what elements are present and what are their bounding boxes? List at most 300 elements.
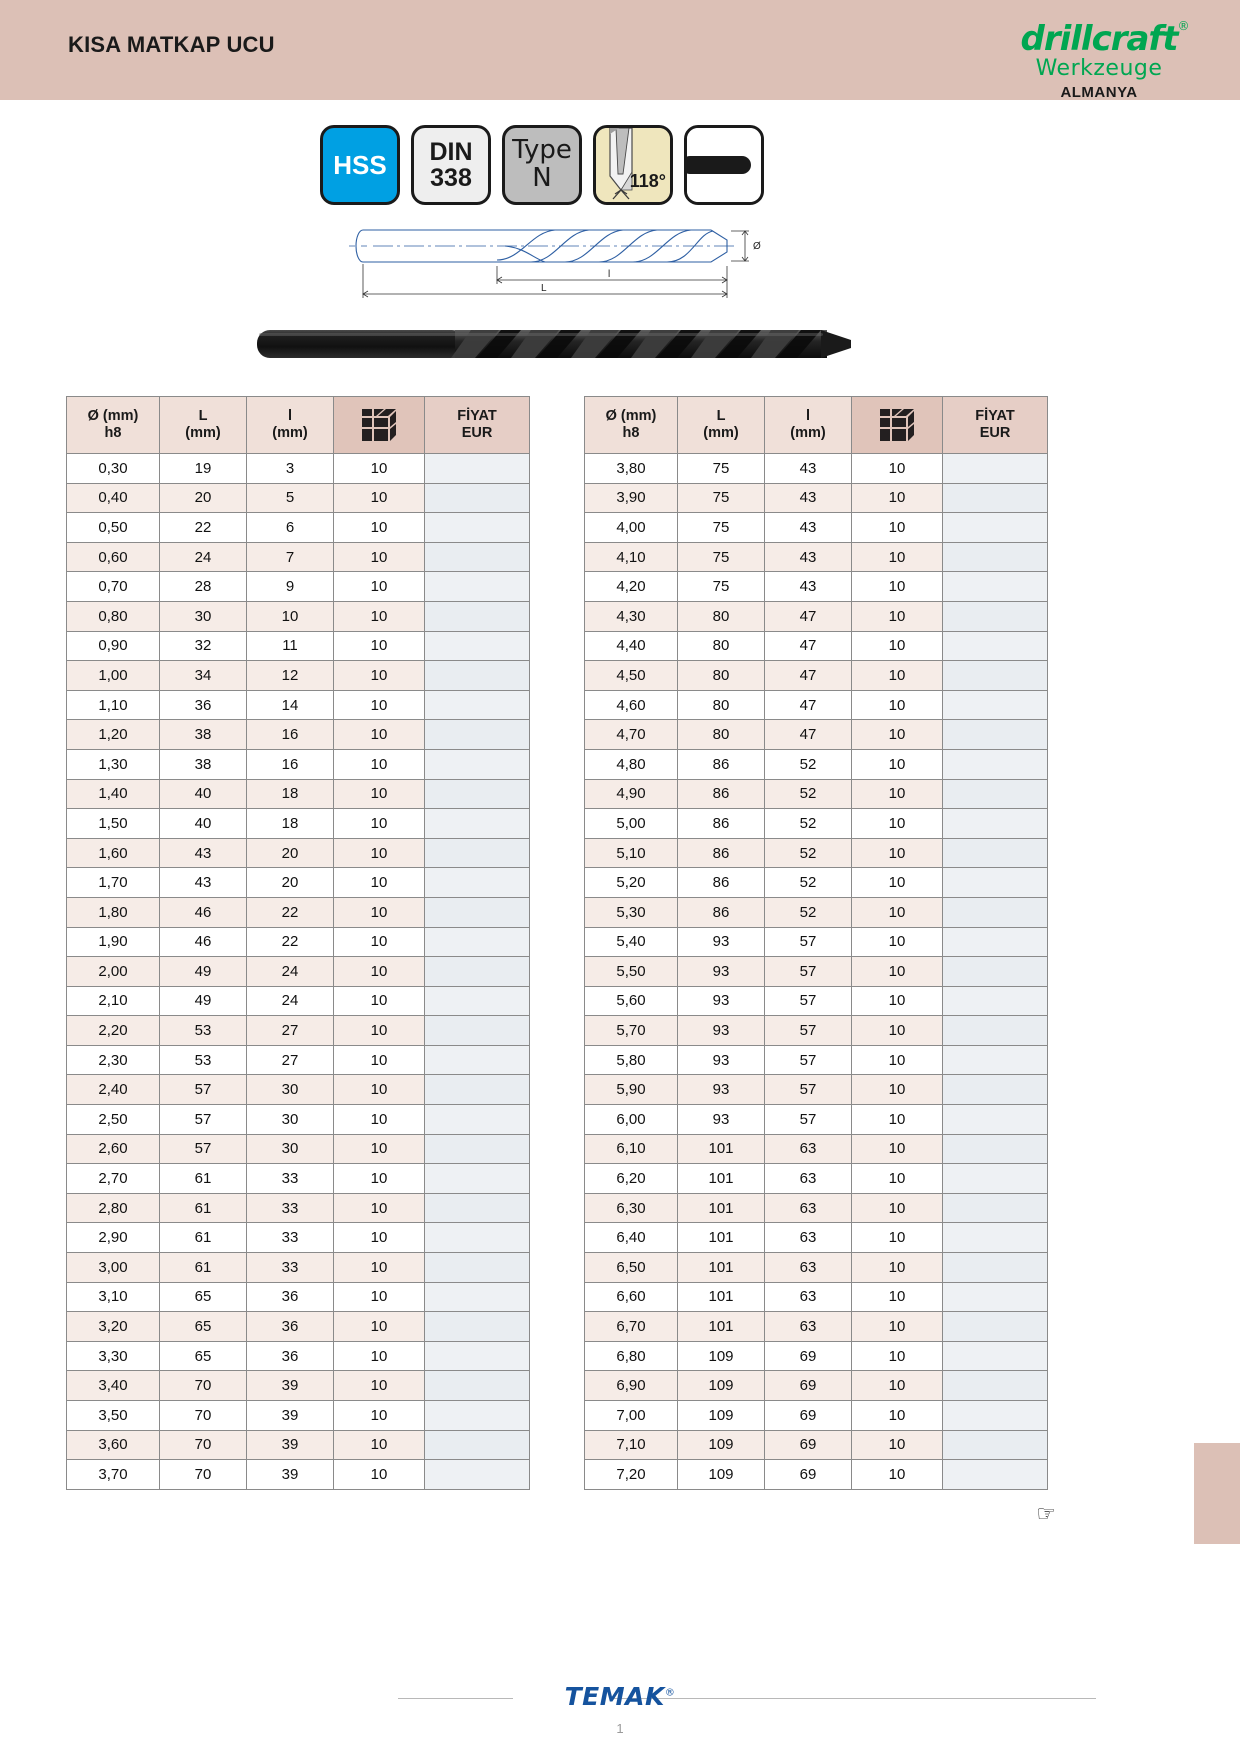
right-margin-accent (1194, 1443, 1240, 1544)
cell-overall-length: 109 (678, 1460, 765, 1490)
cell-packaging-qty: 10 (334, 1312, 425, 1342)
cell-price[interactable] (425, 1016, 530, 1046)
cell-flute-length: 57 (765, 1045, 852, 1075)
cell-overall-length: 70 (160, 1430, 247, 1460)
cell-overall-length: 43 (160, 838, 247, 868)
cell-price[interactable] (943, 1282, 1048, 1312)
type-badge-line1: Type (512, 135, 572, 166)
cell-packaging-qty: 10 (852, 601, 943, 631)
cell-overall-length: 70 (160, 1371, 247, 1401)
cell-price[interactable] (425, 454, 530, 484)
cell-flute-length: 43 (765, 483, 852, 513)
cell-overall-length: 86 (678, 749, 765, 779)
col-header-flute-length (247, 397, 334, 454)
cell-flute-length: 52 (765, 868, 852, 898)
cell-flute-length: 57 (765, 986, 852, 1016)
table-row (67, 779, 530, 809)
cell-flute-length: 18 (247, 779, 334, 809)
table-row (585, 868, 1048, 898)
table-row (67, 631, 530, 661)
cell-flute-length: 3 (247, 454, 334, 484)
col-header-diameter (67, 397, 160, 454)
cell-packaging-qty: 10 (334, 720, 425, 750)
table-row (67, 1430, 530, 1460)
cell-price[interactable] (943, 897, 1048, 927)
col-header-price (943, 397, 1048, 454)
cell-overall-length: 86 (678, 779, 765, 809)
cell-price[interactable] (943, 779, 1048, 809)
cell-packaging-qty: 10 (334, 1401, 425, 1431)
cell-flute-length: 63 (765, 1134, 852, 1164)
col-header-overall-length-line2: (mm) (703, 425, 739, 441)
cell-overall-length: 86 (678, 809, 765, 839)
cell-price[interactable] (943, 1401, 1048, 1431)
diameter-dimension-label: Ø (753, 241, 761, 252)
cell-price[interactable] (425, 1341, 530, 1371)
cell-packaging-qty: 10 (334, 927, 425, 957)
cell-flute-length: 27 (247, 1016, 334, 1046)
cell-overall-length: 93 (678, 1075, 765, 1105)
table-right-body (585, 454, 1048, 1490)
cell-diameter: 5,90 (585, 1075, 678, 1105)
table-row (585, 690, 1048, 720)
cell-packaging-qty: 10 (334, 690, 425, 720)
cell-diameter: 3,00 (67, 1253, 160, 1283)
cell-packaging-qty: 10 (852, 1075, 943, 1105)
cell-diameter: 7,20 (585, 1460, 678, 1490)
cell-diameter: 4,50 (585, 661, 678, 691)
cell-diameter: 1,70 (67, 868, 160, 898)
table-header-row (67, 397, 530, 454)
col-header-flute-length-line1: l (287, 407, 293, 424)
cell-diameter: 6,40 (585, 1223, 678, 1253)
table-row (67, 1312, 530, 1342)
cell-price[interactable] (943, 1253, 1048, 1283)
drill-bit-photo (255, 318, 855, 373)
cell-diameter: 3,40 (67, 1371, 160, 1401)
cell-flute-length: 18 (247, 809, 334, 839)
flute-length-label: l (608, 269, 611, 280)
cell-diameter: 2,30 (67, 1045, 160, 1075)
hss-badge-label: HSS (333, 149, 387, 180)
cell-packaging-qty: 10 (334, 1460, 425, 1490)
cell-price[interactable] (943, 1045, 1048, 1075)
cell-price[interactable] (943, 1105, 1048, 1135)
cell-price[interactable] (425, 1312, 530, 1342)
cell-diameter: 6,80 (585, 1341, 678, 1371)
cell-diameter: 3,30 (67, 1341, 160, 1371)
table-row (585, 1164, 1048, 1194)
cell-overall-length: 57 (160, 1105, 247, 1135)
cell-flute-length: 33 (247, 1223, 334, 1253)
cell-price[interactable] (425, 838, 530, 868)
cell-diameter: 0,90 (67, 631, 160, 661)
table-row (585, 720, 1048, 750)
cell-packaging-qty: 10 (334, 631, 425, 661)
cell-packaging-qty: 10 (334, 1075, 425, 1105)
table-row (67, 957, 530, 987)
cell-diameter: 7,00 (585, 1401, 678, 1431)
table-row (67, 868, 530, 898)
point-angle-label: 118° (629, 171, 666, 191)
cell-packaging-qty: 10 (852, 1164, 943, 1194)
cell-packaging-qty: 10 (852, 483, 943, 513)
table-row (585, 1223, 1048, 1253)
cell-overall-length: 30 (160, 601, 247, 631)
cell-diameter: 6,90 (585, 1371, 678, 1401)
cell-packaging-qty: 10 (852, 838, 943, 868)
cell-flute-length: 39 (247, 1460, 334, 1490)
cell-price[interactable] (943, 809, 1048, 839)
cell-price[interactable] (943, 957, 1048, 987)
cell-price[interactable] (425, 601, 530, 631)
cell-packaging-qty: 10 (852, 1045, 943, 1075)
cell-diameter: 0,40 (67, 483, 160, 513)
cell-packaging-qty: 10 (334, 1134, 425, 1164)
cell-overall-length: 75 (678, 454, 765, 484)
cell-flute-length: 63 (765, 1193, 852, 1223)
cell-price[interactable] (943, 1075, 1048, 1105)
brand-logo (1004, 19, 1194, 101)
table-row (585, 957, 1048, 987)
col-header-price-line2: EUR (461, 425, 493, 441)
table-row (585, 1312, 1048, 1342)
cell-price[interactable] (425, 1134, 530, 1164)
table-row (67, 1134, 530, 1164)
cell-price[interactable] (943, 1134, 1048, 1164)
cell-overall-length: 32 (160, 631, 247, 661)
cell-diameter: 1,90 (67, 927, 160, 957)
cell-price[interactable] (425, 631, 530, 661)
col-header-diameter-line2: h8 (622, 425, 640, 441)
cell-flute-length: 63 (765, 1282, 852, 1312)
table-row (585, 1016, 1048, 1046)
cell-diameter: 4,60 (585, 690, 678, 720)
brand-name (1020, 19, 1189, 59)
cell-price[interactable] (943, 1193, 1048, 1223)
table-row (67, 1371, 530, 1401)
cell-diameter: 4,10 (585, 542, 678, 572)
cell-diameter: 3,60 (67, 1430, 160, 1460)
cell-overall-length: 43 (160, 868, 247, 898)
col-header-price-line2: EUR (979, 425, 1011, 441)
cell-flute-length: 43 (765, 542, 852, 572)
cell-packaging-qty: 10 (852, 868, 943, 898)
cell-price[interactable] (943, 1460, 1048, 1490)
technical-drawing (345, 218, 775, 313)
cell-flute-length: 39 (247, 1430, 334, 1460)
cell-price[interactable] (943, 1312, 1048, 1342)
cell-packaging-qty: 10 (852, 957, 943, 987)
cell-price[interactable] (943, 986, 1048, 1016)
table-row (585, 1193, 1048, 1223)
table-row (585, 749, 1048, 779)
cell-price[interactable] (943, 572, 1048, 602)
cell-diameter: 1,60 (67, 838, 160, 868)
table-row (67, 542, 530, 572)
cell-flute-length: 69 (765, 1341, 852, 1371)
cell-diameter: 3,10 (67, 1282, 160, 1312)
drill-bit-photo-image (255, 318, 855, 373)
cell-price[interactable] (943, 513, 1048, 543)
cell-packaging-qty: 10 (334, 1430, 425, 1460)
cell-price[interactable] (425, 1430, 530, 1460)
cell-overall-length: 70 (160, 1401, 247, 1431)
table-row (67, 986, 530, 1016)
cell-price[interactable] (943, 868, 1048, 898)
cell-price[interactable] (425, 513, 530, 543)
cell-overall-length: 101 (678, 1253, 765, 1283)
cell-flute-length: 16 (247, 749, 334, 779)
cell-price[interactable] (425, 927, 530, 957)
cell-diameter: 6,00 (585, 1105, 678, 1135)
page-header-band (0, 0, 1240, 100)
cell-flute-length: 52 (765, 809, 852, 839)
cell-price[interactable] (425, 986, 530, 1016)
cell-flute-length: 33 (247, 1253, 334, 1283)
cell-price[interactable] (943, 927, 1048, 957)
cell-price[interactable] (943, 661, 1048, 691)
cell-flute-length: 39 (247, 1371, 334, 1401)
cell-price[interactable] (425, 779, 530, 809)
cell-price[interactable] (425, 1401, 530, 1431)
table-row (67, 1223, 530, 1253)
cell-price[interactable] (943, 1164, 1048, 1194)
cell-overall-length: 75 (678, 483, 765, 513)
cell-price[interactable] (425, 1193, 530, 1223)
shank-type-badge (684, 125, 764, 205)
col-header-overall-length-line1: L (198, 407, 208, 424)
cell-price[interactable] (943, 601, 1048, 631)
cell-packaging-qty: 10 (852, 454, 943, 484)
hss-badge (320, 125, 400, 205)
cell-overall-length: 80 (678, 690, 765, 720)
cell-flute-length: 69 (765, 1460, 852, 1490)
cell-flute-length: 36 (247, 1312, 334, 1342)
cell-price[interactable] (425, 749, 530, 779)
cell-price[interactable] (425, 868, 530, 898)
table-right-header (585, 397, 1048, 454)
din-badge (411, 125, 491, 205)
cell-flute-length: 47 (765, 661, 852, 691)
cell-overall-length: 86 (678, 868, 765, 898)
cell-diameter: 4,70 (585, 720, 678, 750)
cell-diameter: 0,60 (67, 542, 160, 572)
cell-packaging-qty: 10 (334, 838, 425, 868)
cell-price[interactable] (425, 1164, 530, 1194)
cell-flute-length: 6 (247, 513, 334, 543)
cell-overall-length: 46 (160, 897, 247, 927)
cell-overall-length: 101 (678, 1164, 765, 1194)
cell-overall-length: 109 (678, 1341, 765, 1371)
cell-diameter: 4,80 (585, 749, 678, 779)
cell-overall-length: 101 (678, 1312, 765, 1342)
cell-price[interactable] (425, 690, 530, 720)
cell-diameter: 2,50 (67, 1105, 160, 1135)
cell-diameter: 0,70 (67, 572, 160, 602)
cell-overall-length: 38 (160, 720, 247, 750)
table-row (585, 779, 1048, 809)
cell-overall-length: 61 (160, 1164, 247, 1194)
cell-packaging-qty: 10 (852, 1193, 943, 1223)
cell-price[interactable] (943, 542, 1048, 572)
cell-packaging-qty: 10 (334, 749, 425, 779)
table-row (585, 1460, 1048, 1490)
cell-price[interactable] (425, 809, 530, 839)
cell-price[interactable] (943, 749, 1048, 779)
table-row (585, 572, 1048, 602)
point-angle-badge (593, 125, 673, 205)
cell-price[interactable] (425, 542, 530, 572)
table-row (67, 1016, 530, 1046)
cell-price[interactable] (425, 1460, 530, 1490)
cell-price[interactable] (943, 720, 1048, 750)
cell-flute-length: 47 (765, 631, 852, 661)
cell-overall-length: 80 (678, 661, 765, 691)
cell-flute-length: 52 (765, 749, 852, 779)
table-row (67, 661, 530, 691)
cell-packaging-qty: 10 (852, 927, 943, 957)
cell-price[interactable] (425, 957, 530, 987)
cell-price[interactable] (425, 897, 530, 927)
cell-diameter: 1,50 (67, 809, 160, 839)
cell-packaging-qty: 10 (334, 1105, 425, 1135)
cell-packaging-qty: 10 (334, 1164, 425, 1194)
cell-flute-length: 63 (765, 1164, 852, 1194)
cell-price[interactable] (425, 483, 530, 513)
table-row (585, 897, 1048, 927)
cell-diameter: 5,60 (585, 986, 678, 1016)
cell-price[interactable] (943, 690, 1048, 720)
brand-registered-mark: ® (1177, 19, 1189, 33)
table-row (585, 513, 1048, 543)
cell-price[interactable] (943, 631, 1048, 661)
cell-price[interactable] (425, 1371, 530, 1401)
cell-price[interactable] (425, 720, 530, 750)
cell-flute-length: 11 (247, 631, 334, 661)
cell-overall-length: 36 (160, 690, 247, 720)
table-row (67, 601, 530, 631)
cell-flute-length: 57 (765, 1105, 852, 1135)
cell-packaging-qty: 10 (334, 1223, 425, 1253)
table-row (67, 1045, 530, 1075)
col-header-overall-length-line2: (mm) (185, 425, 221, 441)
spec-badge-row (320, 125, 764, 205)
cell-packaging-qty: 10 (334, 601, 425, 631)
cell-price[interactable] (943, 1016, 1048, 1046)
cell-overall-length: 109 (678, 1430, 765, 1460)
drill-dimension-diagram (345, 218, 775, 308)
cell-price[interactable] (425, 1045, 530, 1075)
cell-overall-length: 93 (678, 957, 765, 987)
temak-registered-mark: ® (664, 1687, 676, 1699)
cell-price[interactable] (943, 1371, 1048, 1401)
cell-diameter: 2,40 (67, 1075, 160, 1105)
spec-table-left (66, 396, 530, 1490)
table-row (585, 1253, 1048, 1283)
cell-overall-length: 61 (160, 1223, 247, 1253)
cell-price[interactable] (943, 1341, 1048, 1371)
table-row (67, 749, 530, 779)
cell-overall-length: 20 (160, 483, 247, 513)
package-cube-icon (878, 407, 916, 443)
din-badge-line1: DIN (429, 137, 473, 166)
cell-diameter: 3,80 (585, 454, 678, 484)
table-row (67, 809, 530, 839)
col-header-flute-length-line2: (mm) (790, 425, 826, 441)
cell-packaging-qty: 10 (852, 1223, 943, 1253)
cell-flute-length: 12 (247, 661, 334, 691)
cell-packaging-qty: 10 (852, 1134, 943, 1164)
table-row (67, 1253, 530, 1283)
table-row (67, 1193, 530, 1223)
col-header-diameter-line2: h8 (104, 425, 122, 441)
page-number: 1 (616, 1721, 624, 1736)
package-cube-icon (360, 407, 398, 443)
cell-packaging-qty: 10 (852, 809, 943, 839)
cell-flute-length: 24 (247, 957, 334, 987)
cell-flute-length: 57 (765, 1016, 852, 1046)
cell-price[interactable] (943, 1430, 1048, 1460)
cell-overall-length: 40 (160, 779, 247, 809)
cell-packaging-qty: 10 (852, 1371, 943, 1401)
cell-overall-length: 101 (678, 1134, 765, 1164)
table-row (67, 1282, 530, 1312)
cell-flute-length: 30 (247, 1075, 334, 1105)
cell-overall-length: 109 (678, 1401, 765, 1431)
cell-diameter: 2,20 (67, 1016, 160, 1046)
cell-price[interactable] (943, 454, 1048, 484)
cell-packaging-qty: 10 (852, 542, 943, 572)
cell-overall-length: 93 (678, 986, 765, 1016)
cell-price[interactable] (425, 1253, 530, 1283)
cell-flute-length: 63 (765, 1312, 852, 1342)
cell-flute-length: 52 (765, 897, 852, 927)
cell-overall-length: 75 (678, 513, 765, 543)
cell-packaging-qty: 10 (334, 1371, 425, 1401)
table-row (67, 1401, 530, 1431)
cell-price[interactable] (425, 1075, 530, 1105)
cell-packaging-qty: 10 (334, 868, 425, 898)
cell-diameter: 1,10 (67, 690, 160, 720)
table-row (585, 1371, 1048, 1401)
cell-overall-length: 86 (678, 838, 765, 868)
cell-overall-length: 93 (678, 1045, 765, 1075)
cell-price[interactable] (425, 1282, 530, 1312)
cell-price[interactable] (425, 661, 530, 691)
cell-flute-length: 43 (765, 572, 852, 602)
cell-diameter: 7,10 (585, 1430, 678, 1460)
brand-subtitle: Werkzeuge (1035, 56, 1163, 81)
cell-diameter: 5,40 (585, 927, 678, 957)
cell-price[interactable] (425, 1105, 530, 1135)
cell-packaging-qty: 10 (334, 897, 425, 927)
cell-diameter: 2,80 (67, 1193, 160, 1223)
cell-price[interactable] (425, 1223, 530, 1253)
cell-price[interactable] (943, 838, 1048, 868)
cell-packaging-qty: 10 (852, 749, 943, 779)
cell-diameter: 0,50 (67, 513, 160, 543)
cell-price[interactable] (425, 572, 530, 602)
cell-diameter: 0,30 (67, 454, 160, 484)
table-row (585, 661, 1048, 691)
cell-packaging-qty: 10 (852, 1282, 943, 1312)
cell-overall-length: 49 (160, 957, 247, 987)
cell-price[interactable] (943, 483, 1048, 513)
cell-diameter: 1,30 (67, 749, 160, 779)
cell-price[interactable] (943, 1223, 1048, 1253)
table-row (585, 1401, 1048, 1431)
